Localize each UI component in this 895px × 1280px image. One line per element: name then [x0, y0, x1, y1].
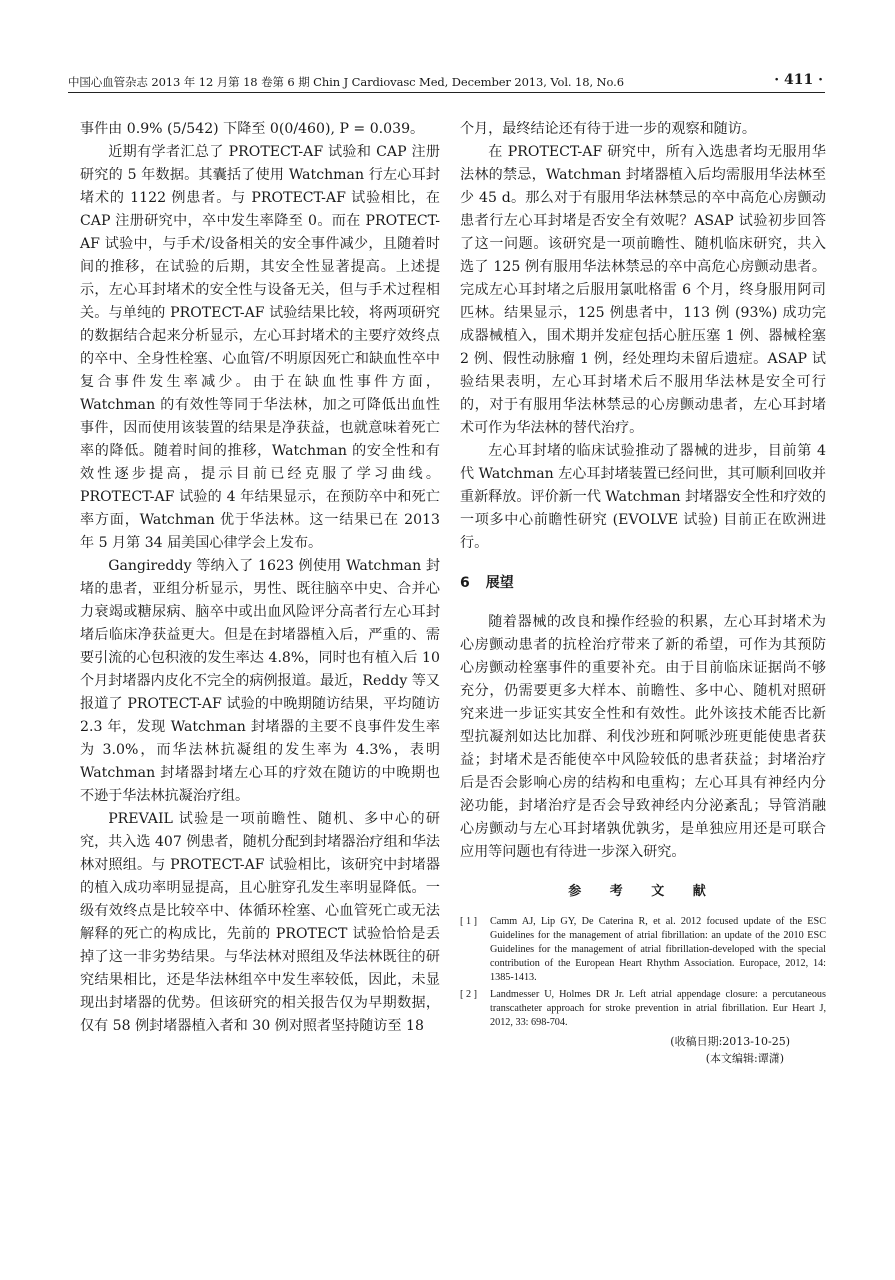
received-date: (收稿日期:2013-10-25): [670, 1035, 790, 1048]
journal-citation-line: 中国心血管杂志 2013 年 12 月第 18 卷第 6 期 Chin J Cardiovasc Med, December 2013, Vol. 18, No.6: [68, 75, 624, 89]
page-number: · 411 ·: [774, 72, 823, 88]
section-title: 展望: [485, 575, 514, 591]
right-column: [460, 118, 826, 1067]
reference-index: [ 1 ]: [460, 916, 477, 927]
reference-text: Camm AJ, Lip GY, De Caterina R, et al. 2012 focused update of the ESC Guidelines for the management of atrial fibrillation: an update of the 2010 ESC Guidelines for the management of atrial fibrillation-developed with the special contribution of the European Heart Rhythm Association. Europace, 2012, 14: 1385-1413.: [490, 916, 826, 983]
paragraph: 近期有学者汇总了 PROTECT-AF 试验和 CAP 注册研究的 5 年数据。其囊括了使用 Watchman 行左心耳封堵术的 1122 例患者。与 PROTECT-AF 试验相比，在 CAP 注册研究中，卒中发生率降至 0。而在 PROTECT-AF 试验中，与手术/设备相关的安全事件减少，且随着时间的推移，在试验的后期，其安全性显著提高。上述提示，左心耳封堵术的安全性与设备无关，但与手术过程相关。与单纯的 PROTECT-AF 试验结果比较，将两项研究的数据结合起来分析显示，左心耳封堵术的主要疗效终点的卒中、全身性栓塞、心血管/不明原因死亡和缺血性卒中复合事件发生率减少。由于在缺血性事件方面，Watchman 的有效性等同于华法林，加之可降低出血性事件，因而使用该装置的结果是净获益，也就意味着死亡率的降低。随着时间的推移，Watchman 的安全性和有效性逐步提高，提示目前已经克服了学习曲线。PROTECT-AF 试验的 4 年结果显示，在预防卒中和死亡率方面，Watchman 优于华法林。这一结果已在 2013 年 5 月第 34 届美国心律学会上发布。: [80, 144, 440, 551]
paragraph: 事件由 0.9% (5/542) 下降至 0(0/460), P = 0.039。: [80, 121, 425, 137]
reference-text: Landmesser U, Holmes DR Jr. Left atrial appendage closure: a percutaneous transcatheter approach for stroke prevention in atrial fibrillation. Eur Heart J, 2012, 33: 698-704.: [490, 989, 826, 1028]
paragraph: 左心耳封堵的临床试验推动了器械的进步，目前第 4 代 Watchman 左心耳封堵装置已经问世，其可顺利回收并重新释放。评价新一代 Watchman 封堵器安全性和疗效的一项多中心前瞻性研究 (EVOLVE 试验) 目前正在欧洲进行。: [460, 443, 826, 551]
section-number: 6: [460, 575, 470, 591]
paragraph: Gangireddy 等纳入了 1623 例使用 Watchman 封堵的患者，亚组分析显示，男性、既往脑卒中史、合并心力衰竭或糖尿病、脑卒中或出血风险评分高者行左心耳封堵后临床净获益更大。但是在封堵器植入后，严重的、需要引流的心包积液的发生率达 4.8%，同时也有植入后 10 个月封堵器内皮化不完全的病例报道。最近，Reddy 等又报道了 PROTECT-AF 试验的中晚期随访结果，平均随访 2.3 年，发现 Watchman 封堵器的主要不良事件发生率为 3.0%，而华法林抗凝组的发生率为 4.3%，表明 Watchman 封堵器封堵左心耳的疗效在随访的中晚期也不逊于华法林抗凝治疗组。: [80, 558, 440, 804]
reference-item: [460, 988, 826, 1030]
left-column: [80, 118, 440, 1038]
article-meta: [460, 1033, 826, 1067]
reference-index: [ 2 ]: [460, 989, 477, 1000]
editor-credit: (本文编辑:谭潇): [705, 1052, 784, 1065]
reference-item: [460, 915, 826, 985]
references-title: 参 考 文 献: [568, 884, 718, 899]
paragraph: 在 PROTECT-AF 研究中，所有入选患者均无服用华法林的禁忌，Watchman 封堵器植入后均需服用华法林至少 45 d。那么对于有服用华法林禁忌的卒中高危心房颤动患者行左心耳封堵是否安全有效呢？ASAP 试验初步回答了这一问题。该研究是一项前瞻性、随机临床研究，共入选了 125 例有服用华法林禁忌的卒中高危心房颤动患者。完成左心耳封堵之后服用氯吡格雷 6 个月，终身服用阿司匹林。结果显示，125 例患者中，113 例 (93%) 成功完成器械植入，围术期并发症包括心脏压塞 1 例、器械栓塞 2 例、假性动脉瘤 1 例，经处理均未留后遗症。ASAP 试验结果表明，左心耳封堵术后不服用华法林是安全可行的，对于有服用华法林禁忌的心房颤动患者，左心耳封堵术可作为华法林的替代治疗。: [460, 144, 826, 436]
paragraph: PREVAIL 试验是一项前瞻性、随机、多中心的研究，共入选 407 例患者，随机分配到封堵器治疗组和华法林对照组。与 PROTECT-AF 试验相比，该研究中封堵器的植入成功率明显提高，且心脏穿孔发生率明显降低。一级有效终点是比较卒中、体循环栓塞、心血管死亡或无法解释的死亡的构成比，先前的 PROTECT 试验恰恰是丢掉了这一非劣势结果。与华法林对照组及华法林既往的研究结果相比，还是华法林组卒中发生率较低，因此，未显现出封堵器的优势。但该研究的相关报告仅为早期数据，仅有 58 例封堵器植入者和 30 例对照者坚持随访至 18: [80, 811, 441, 1034]
section-heading: [460, 572, 826, 595]
paragraph: 随着器械的改良和操作经验的积累，左心耳封堵术为心房颤动患者的抗栓治疗带来了新的希望，可作为其预防心房颤动栓塞事件的重要补充。由于目前临床证据尚不够充分，仍需要更多大样本、前瞻性、多中心、随机对照研究来进一步证实其安全性和有效性。此外该技术能否比新型抗凝剂如达比加群、利伐沙班和阿哌沙班更能使患者获益；封堵术是否能使卒中风险较低的患者获益；封堵治疗后是否会影响心房的结构和电重构；左心耳具有神经内分泌功能，封堵治疗是否会导致神经内分泌紊乱；导管消融心房颤动与左心耳封堵孰优孰劣，是单独应用还是可联合应用等问题也有待进一步深入研究。: [460, 614, 826, 860]
running-header: [68, 72, 825, 93]
paragraph: 个月，最终结论还有待于进一步的观察和随访。: [460, 121, 756, 137]
